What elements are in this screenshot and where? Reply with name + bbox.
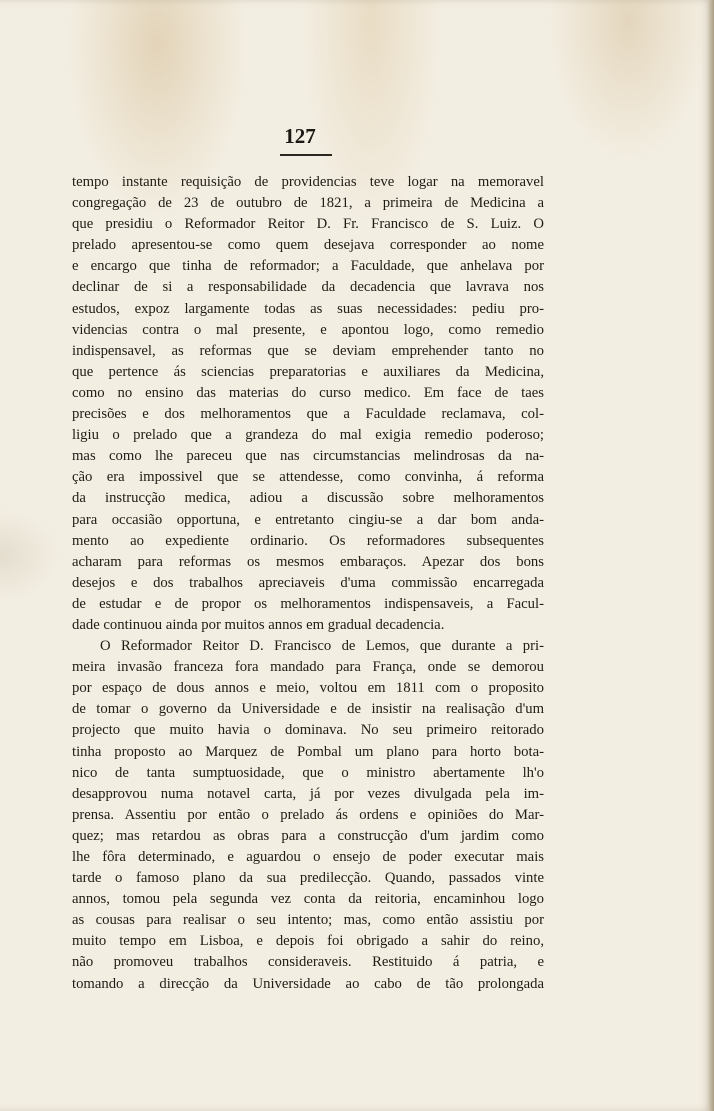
text-line: mas como lhe pareceu que nas circumstancias melindrosas da na- <box>72 448 544 465</box>
text-line: nico de tanta sumptuosidade, que o ministro abertamente lh'o <box>72 764 544 781</box>
paragraph <box>72 636 544 995</box>
text-line: ligiu o prelado que a grandeza do mal exigia remedio poderoso; <box>72 427 544 444</box>
text-line: que presidiu o Reformador Reitor D. Fr. Francisco de S. Luiz. O <box>72 216 544 233</box>
text-line: desejos e dos trabalhos apreciaveis d'uma commissão encarregada <box>72 574 544 591</box>
text-line: da instrucção medica, adiou a discussão sobre melhoramentos <box>72 490 544 507</box>
text-line: indispensavel, as reformas que se deviam emprehender tanto no <box>72 342 544 359</box>
text-line: lhe fôra determinado, e aguardou o ensejo de poder executar mais <box>72 849 544 865</box>
text-line: videncias contra o mal presente, e apontou logo, como remedio <box>72 321 544 338</box>
text-line: e encargo que tinha de reformador; a Faculdade, que anhelava por <box>72 258 544 275</box>
text-line: quez; mas retardou as obras para a construcção d'um jardim como <box>72 827 544 844</box>
text-line: mento ao expediente ordinario. Os reformadores subsequentes <box>72 532 544 549</box>
text-line: tempo instante requisição de providencias teve logar na memoravel <box>72 174 544 190</box>
text-line: para occasião opportuna, e entretanto cingiu-se a dar bom anda- <box>72 511 544 528</box>
text-line: declinar de si a responsabilidade da decadencia que lavrava nos <box>72 279 544 296</box>
text-line: projecto que muito havia o dominava. No seu primeiro reitorado <box>72 722 544 739</box>
text-line: precisões e dos melhoramentos que a Faculdade reclamava, col- <box>72 406 544 423</box>
text-line: O Reformador Reitor D. Francisco de Lemos, que durante a pri- <box>100 638 544 655</box>
text-line: desapprovou numa notavel carta, já por vezes divulgada pela im- <box>72 785 544 802</box>
text-line: muito tempo em Lisboa, e depois foi obrigado a sahir do reino, <box>72 933 544 950</box>
body-text <box>72 172 544 992</box>
page-edge-shadow <box>708 0 714 1111</box>
text-line: acharam para reformas os mesmos embaraços. Apezar dos bons <box>72 553 544 570</box>
text-line: que pertence ás sciencias preparatorias e auxiliares da Medicina, <box>72 363 544 380</box>
text-line: ção era impossivel que se attendesse, como convinha, á reforma <box>72 469 544 486</box>
text-line: prensa. Assentiu por então o prelado ás ordens e opiniões do Mar- <box>72 806 544 823</box>
text-line: tomando a direcção da Universidade ao cabo de tão prolongada <box>72 975 544 992</box>
text-line: tinha proposto ao Marquez de Pombal um plano para horto bota- <box>72 743 544 760</box>
paragraph <box>72 172 544 636</box>
text-line: dade continuou ainda por muitos annos em gradual decadencia. <box>72 616 445 633</box>
text-line: não promoveu trabalhos consideraveis. Restituido á patria, e <box>72 954 544 971</box>
text-line: de estudar e de propor os melhoramentos indispensaveis, a Facul- <box>72 595 544 612</box>
text-line: tarde o famoso plano da sua predilecção. Quando, passados vinte <box>72 870 544 887</box>
text-line: as cousas para realisar o seu intento; mas, como então assistiu por <box>72 912 544 929</box>
text-line: congregação de 23 de outubro de 1821, a primeira de Medicina a <box>72 195 544 212</box>
page-number: 127 <box>284 124 316 148</box>
text-line: annos, tomou pela segunda vez conta da reitoria, encaminhou logo <box>72 891 544 908</box>
text-line: prelado apresentou-se como quem desejava corresponder ao nome <box>72 237 544 254</box>
text-line: meira invasão franceza fora mandado para França, onde se demorou <box>72 659 544 676</box>
text-line: como no ensino das materias do curso medico. Em face de taes <box>72 384 544 401</box>
text-line: estudos, expoz largamente todas as suas necessidades: pediu pro- <box>72 300 544 317</box>
text-line: de tomar o governo da Universidade e de insistir na realisação d'um <box>72 701 544 718</box>
page-number-underline <box>280 154 332 156</box>
text-line: por espaço de dous annos e meio, voltou em 1811 com o proposito <box>72 680 544 697</box>
